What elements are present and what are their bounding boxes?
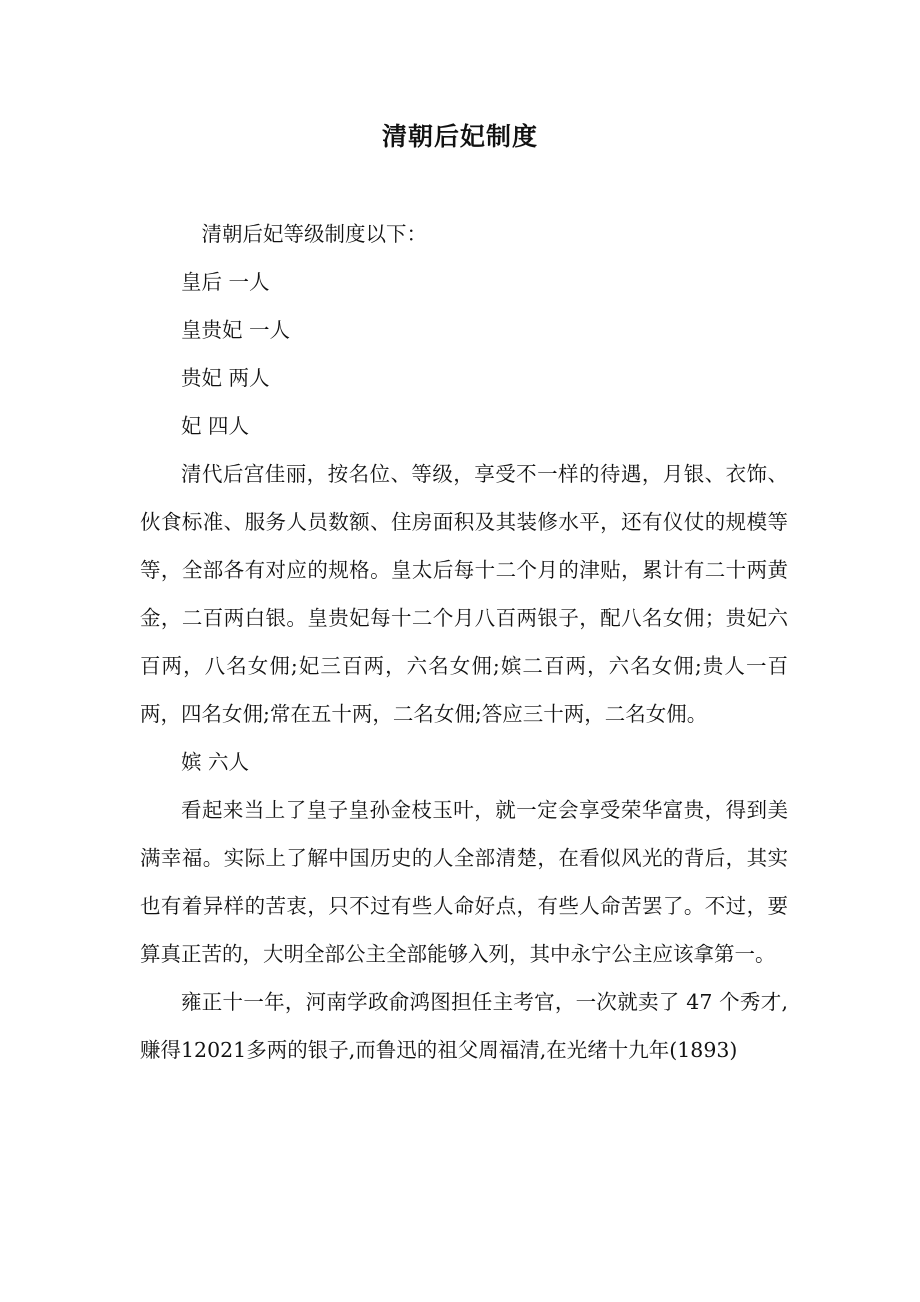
intro-paragraph: 清朝后妃等级制度以下： — [201, 222, 427, 246]
rank-consort: 妃 四人 — [181, 414, 250, 438]
allowance-paragraph: 清代后宫佳丽，按名位、等级，享受不一样的待遇，月银、衣饰、伙食标准、服务人员数额、住房面积及其装修水平，还有仪仗的规模等等，全部各有对应的规格。皇太后每十二个月的津贴，累计有二十两黄金，二百两白银。皇贵妃每十二个月八百两银子，配八名女佣；贵妃六百两，八名女佣;妃三百两，六名女佣;嫔二百两，六名女佣;贵人一百两，四名女佣;常在五十两，二名女佣;答应三十两，二名女佣。 — [140, 462, 788, 726]
yongzheng-paragraph: 雍正十一年，河南学政俞鸿图担任主考官，一次就卖了 47 个秀才,赚得12021多两的银子,而鲁迅的祖父周福清,在光绪十九年(1893) — [140, 990, 788, 1062]
rank-imperial-noble-consort: 皇贵妃 一人 — [181, 318, 291, 342]
rank-noble-consort: 贵妃 两人 — [181, 366, 270, 390]
page-title: 清朝后妃制度 — [381, 122, 538, 151]
rank-concubine: 嫔 六人 — [181, 750, 250, 774]
rank-empress: 皇后 一人 — [181, 270, 270, 294]
princess-paragraph: 看起来当上了皇子皇孙金枝玉叶，就一定会享受荣华富贵，得到美满幸福。实际上了解中国历史的人全部清楚，在看似风光的背后，其实也有着异样的苦衷，只不过有些人命好点，有些人命苦罢了。不过，要算真正苦的，大明全部公主全部能够入列，其中永宁公主应该拿第一。 — [140, 798, 788, 966]
document-body — [140, 210, 788, 1074]
